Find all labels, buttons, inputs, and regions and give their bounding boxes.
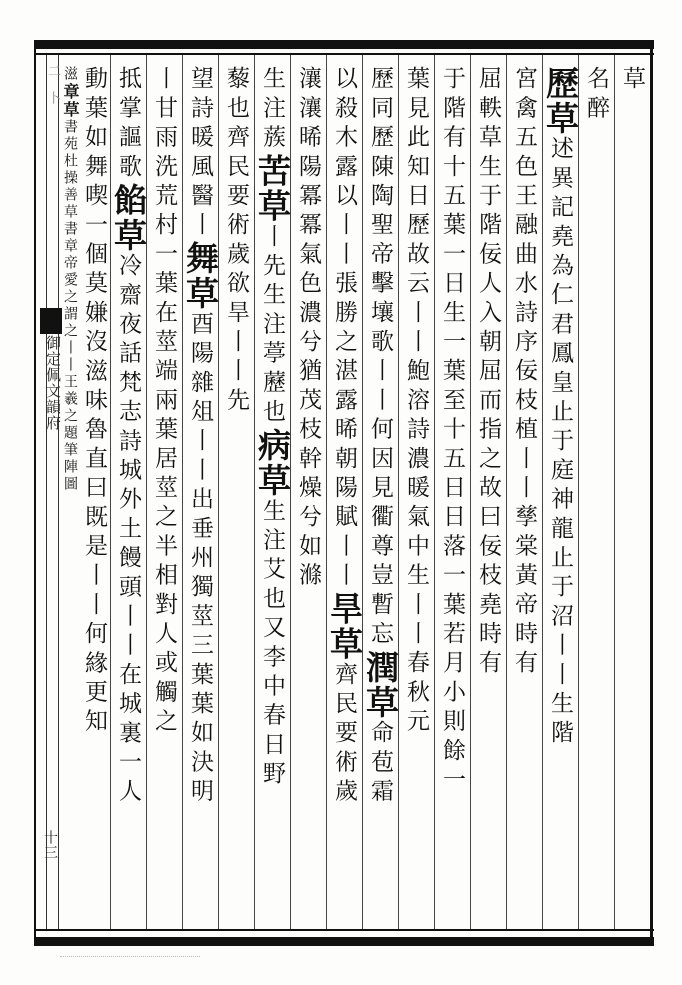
text-column-15 — [109, 66, 148, 926]
bottom-border-thick — [34, 937, 654, 946]
margin-top-marks: 二卜 — [45, 64, 60, 118]
text-column-12 — [221, 66, 251, 926]
column-text: 瀼瀼晞陽冪冪氣色濃兮猶茂枝幹燥兮如滌 — [295, 66, 321, 592]
text-column-13 — [181, 66, 220, 926]
column-text: 命苞霜 — [367, 720, 393, 808]
column-rule — [542, 55, 543, 929]
text-column-8 — [361, 66, 400, 926]
text-column-17 — [62, 66, 78, 926]
column-text: 冷齋夜話梵志詩城外土饅頭丨丨在城裏一人 — [115, 252, 141, 808]
column-rule — [578, 55, 579, 929]
right-border — [650, 40, 653, 946]
column-rule — [506, 55, 507, 929]
paper-speckle — [60, 956, 200, 961]
headword: 潤草 — [361, 650, 400, 720]
column-text: 酉陽雜俎丨丨出垂州獨莖三葉葉如決明 — [187, 311, 213, 808]
headword: 歷草 — [541, 66, 580, 136]
column-text: 一葉在莖端兩葉居莖之半相對人或觸之 — [151, 241, 177, 738]
column-text: 望詩暖風醫丨 — [187, 66, 213, 242]
text-column-2 — [581, 66, 611, 926]
text-column-10 — [293, 66, 323, 926]
text-column-7 — [401, 66, 431, 926]
headword: 餡草 — [109, 182, 148, 253]
top-border-thick — [34, 40, 654, 49]
column-rule — [326, 55, 327, 929]
headword: 舞草 — [181, 241, 220, 312]
column-text: 喫一個莫嫌沒滋味魯直曰既是丨丨何緣更知 — [81, 182, 107, 738]
column-text: 藜也 — [223, 66, 249, 125]
text-column-4 — [509, 66, 539, 926]
left-border — [34, 40, 36, 946]
text-column-3 — [541, 66, 580, 926]
book-title: 御定佩文韻府 — [44, 335, 62, 431]
column-rule — [182, 55, 183, 929]
column-text: 滋 — [62, 66, 78, 83]
column-text: 丨先生注葶藶也 — [259, 223, 285, 429]
column-text: 齊民要術歲欲旱丨丨先 — [223, 124, 249, 417]
text-column-6 — [437, 66, 467, 926]
column-text: 述異記堯為仁君鳳皇止于庭神龍止于沼丨丨生階 — [547, 136, 573, 750]
column-text: 葉見此知日歷故云丨丨鮑溶詩濃暖氣中生丨丨春秋元 — [403, 66, 429, 738]
column-rule — [434, 55, 435, 929]
top-border-thin — [34, 53, 654, 55]
column-rule — [398, 55, 399, 929]
bottom-border-thin — [34, 929, 654, 931]
text-column-14 — [149, 66, 179, 926]
column-rule — [470, 55, 471, 929]
column-text: 宮禽五色王融曲水詩序佞枝植丨丨孳棠黃帝時有 — [511, 66, 537, 680]
column-text: 草 — [619, 66, 645, 96]
column-text: 齊民要術歲 — [331, 661, 357, 808]
column-rule — [218, 55, 219, 929]
column-text: 書苑杜操善草書章帝愛之謂之丨丨王羲之題筆陣圖 — [62, 119, 78, 493]
headword: 病草 — [253, 428, 292, 499]
text-column-1 — [617, 66, 647, 926]
headword: 苦草 — [253, 153, 292, 224]
fishtail-mark — [40, 308, 62, 334]
column-text: 丨甘雨洗荒村 — [151, 66, 177, 242]
column-text: 動葉如舞 — [81, 66, 107, 183]
column-text: 以殺木露以丨丨張勝之湛露晞朝陽賦丨丨 — [331, 66, 357, 592]
headword: 章草 — [61, 83, 80, 119]
column-text: 名醉 — [583, 66, 609, 125]
column-text: 生注艾也又李中春日野 — [259, 498, 285, 791]
column-rule — [614, 55, 615, 929]
text-column-16 — [79, 66, 109, 926]
column-rule — [362, 55, 363, 929]
column-text: 屈軼草生于階佞人入朝屈而指之故曰佞枝堯時有 — [475, 66, 501, 680]
column-text: 生注蔟 — [259, 66, 285, 154]
column-text: 歷同歷陳陶聖帝擊壤歌丨丨何因見衢尊豈暫忘 — [367, 66, 393, 650]
text-column-9 — [325, 66, 364, 926]
text-column-5 — [473, 66, 503, 926]
text-column-11 — [253, 66, 292, 926]
column-text: 于階有十五葉一日生一葉至十五日日落一葉若月小則餘一 — [439, 66, 465, 796]
headword: 旱草 — [325, 591, 364, 662]
page-number: 十三 — [42, 830, 58, 860]
column-text: 抵掌謳歌 — [115, 66, 141, 183]
